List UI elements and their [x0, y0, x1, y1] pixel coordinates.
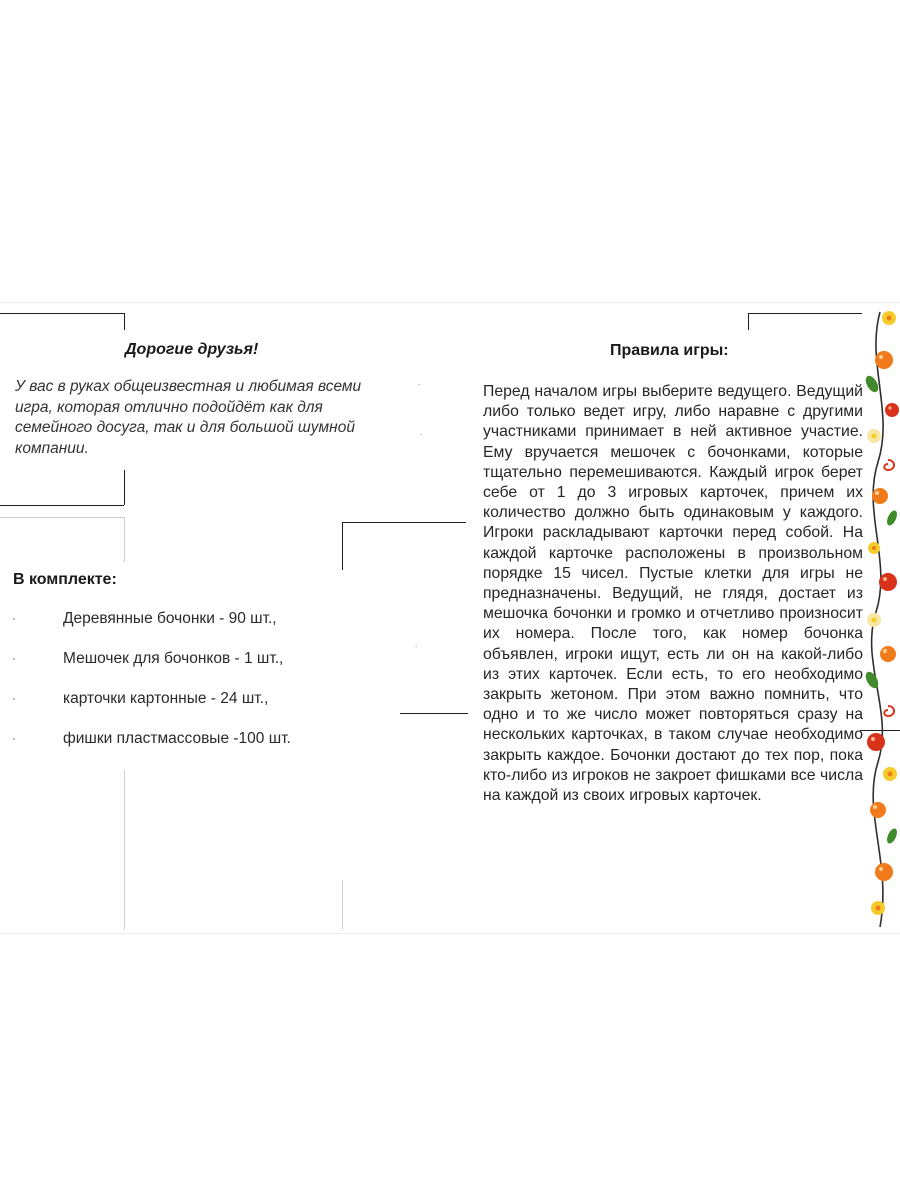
crop-mark — [342, 522, 343, 570]
curl-icon — [884, 460, 894, 470]
list-item — [12, 609, 352, 649]
kit-item-text: Деревянные бочонки - 90 шт., — [63, 610, 277, 627]
fold-line — [342, 880, 343, 930]
flower-icon — [883, 767, 897, 781]
berry-icon — [880, 646, 896, 662]
flower-icon — [868, 542, 880, 554]
berry-icon — [885, 403, 899, 417]
curl-icon — [884, 706, 894, 716]
greeting-text: У вас в руках общеизвестная и любимая всеми игра, которая отлично подойдёт как для семейного досуга, так и для большой шумной компании. — [15, 378, 362, 457]
crop-mark — [0, 313, 124, 314]
fold-line — [0, 517, 124, 518]
berry-icon — [867, 733, 885, 751]
list-item — [12, 729, 352, 769]
bullet: · — [12, 613, 16, 625]
list-item — [12, 649, 352, 689]
bullet: · — [12, 653, 16, 665]
leaf-icon — [885, 509, 899, 527]
greeting-title: Дорогие друзья! — [125, 341, 259, 358]
crop-mark — [748, 313, 749, 330]
crop-mark — [124, 470, 125, 505]
fold-line — [124, 517, 125, 562]
kit-item-text: карточки картонные - 24 шт., — [63, 690, 269, 707]
speck: . — [418, 378, 421, 387]
crop-mark — [124, 313, 125, 330]
berry-icon — [875, 863, 893, 881]
list-item — [12, 689, 352, 729]
rules-title: Правила игры: — [610, 342, 729, 359]
speck: . — [415, 640, 418, 649]
flower-icon — [867, 429, 881, 443]
berry-icon — [879, 573, 897, 591]
kit-list — [12, 609, 352, 769]
flower-icon — [871, 901, 885, 915]
crop-mark — [0, 505, 124, 506]
flower-icon — [867, 613, 881, 627]
berry-icon — [872, 488, 888, 504]
rules-text: Перед началом игры выберите ведущего. Ведущий либо только ведет игру, либо наравне с другими участниками принимает в ней активное участие. Ему вручается мешочек с бочонками, которые тщательно перемешиваются. Каждый игрок берет себе от 1 до 3 игровых карточек, причем их количество должно быть одинаковым у каждого. Игроки раскладывают карточки перед собой. На каждой карточке расположены в произвольном порядке 15 чисел. Пустые клетки для игры не предназначены. Ведущий, не глядя, достает из мешочка бочонки и громко и отчетливо произносит их номера. После того, как номер бочонка объявлен, игроки ищут, есть ли он на какой-либо из этих карточек. Если есть, то его необходимо закрыть жетоном. При этом важно помнить, что одно и то же число может повторяться сразу на нескольких карточках, в таком случае необходимо закрыть каждое. Бочонки достают до тех пор, пока кто-либо из игроков не закроет фишками все числа на каждой из своих игровых карточек. — [483, 383, 863, 805]
leaf-icon — [885, 827, 899, 845]
leaf-icon — [863, 670, 881, 691]
kit-item-text: фишки пластмассовые -100 шт. — [63, 730, 291, 747]
fold-line — [124, 770, 125, 930]
kit-title: В комплекте: — [13, 571, 117, 588]
speck: . — [420, 428, 423, 437]
crop-mark — [342, 522, 466, 523]
berry-icon — [870, 802, 886, 818]
folk-ornament-border — [862, 302, 900, 932]
berry-icon — [875, 351, 893, 369]
flower-icon — [882, 311, 896, 325]
bullet: · — [12, 693, 16, 705]
kit-item-text: Мешочек для бочонков - 1 шт., — [63, 650, 284, 667]
crop-mark — [748, 313, 862, 314]
bullet: · — [12, 733, 16, 745]
crop-mark — [400, 713, 468, 714]
